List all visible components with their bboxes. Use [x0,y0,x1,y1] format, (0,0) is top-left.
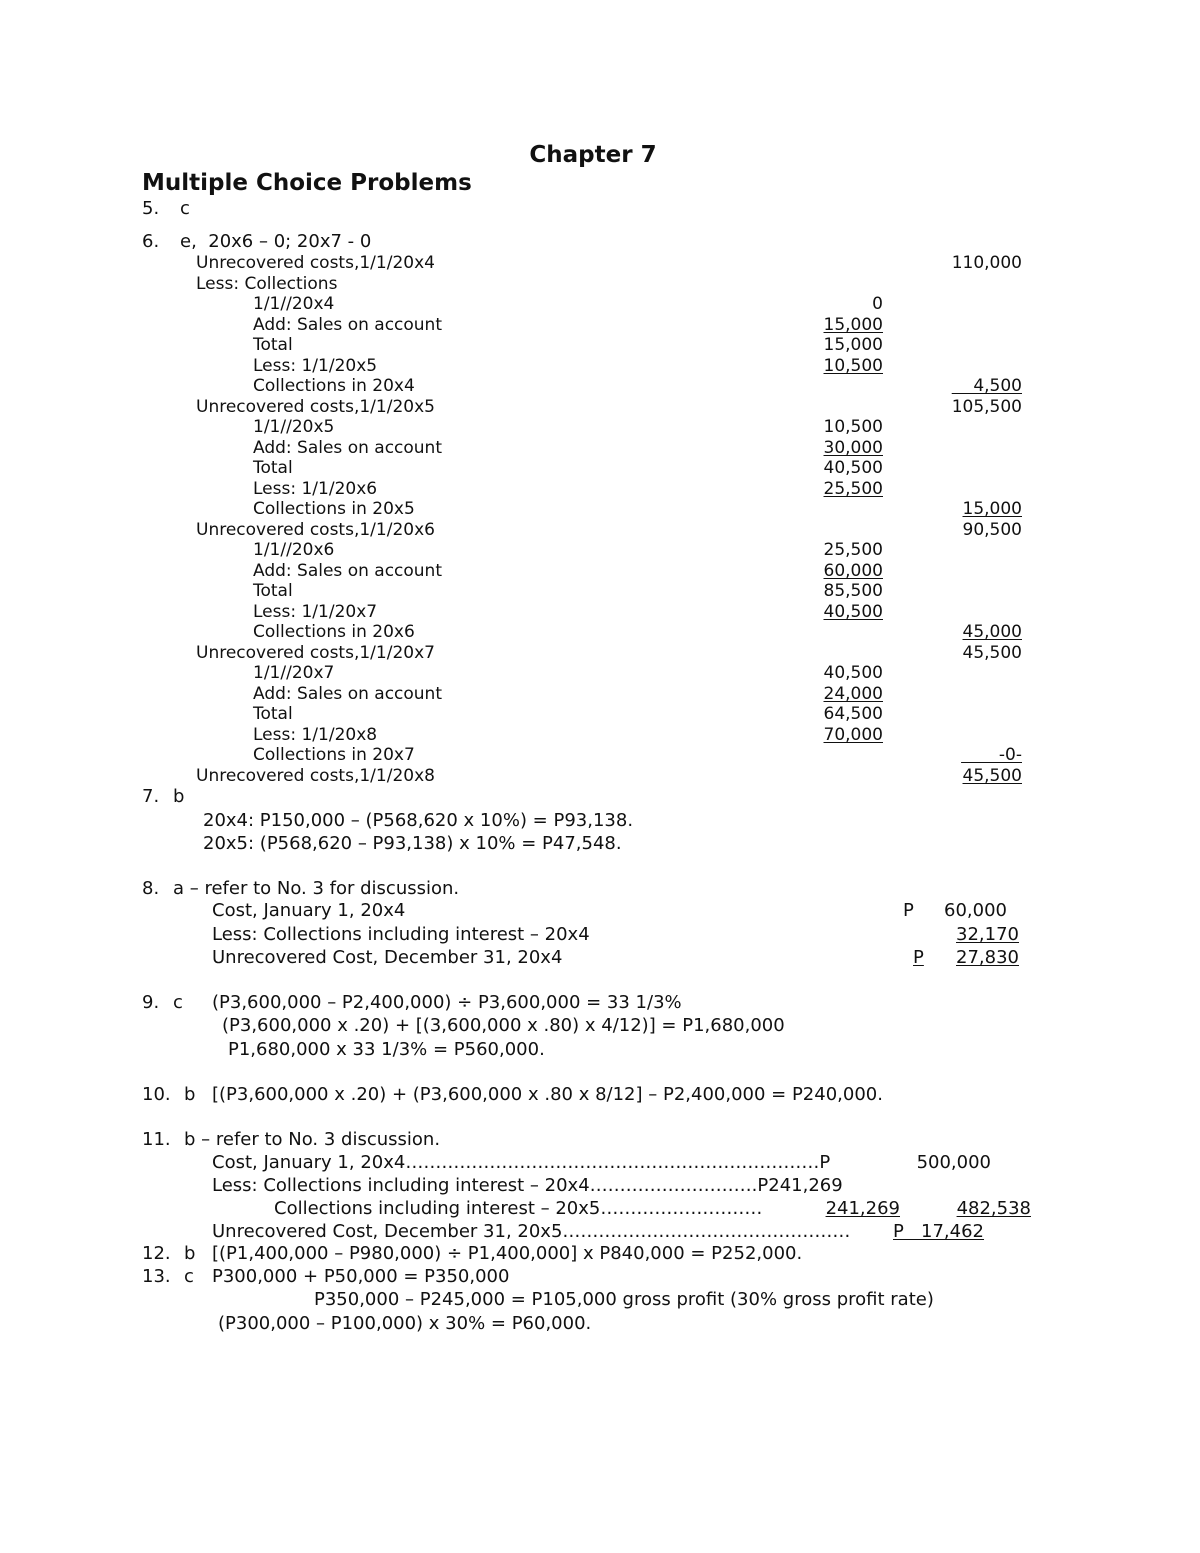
q7-line1: 20x4: P150,000 – (P568,620 x 10%) = P93,138. [203,810,634,831]
q5-number: 5. [142,198,160,219]
q9-line3: P1,680,000 x 33 1/3% = P560,000. [228,1039,545,1060]
q8-row3-currency: P [913,947,924,968]
q6-row-label: Unrecovered costs,1/1/20x6 [196,520,435,540]
q10-line1: [(P3,600,000 x .20) + (P3,600,000 x .80 x 8/12] – P2,400,000 = P240,000. [212,1084,883,1105]
q11-row3-amount1: 241,269 [825,1198,900,1219]
q13-line1: P300,000 + P50,000 = P350,000 [212,1266,510,1287]
q6-row-label: Total [253,704,293,724]
q6-row-amount-outer: 45,500 [962,766,1022,786]
q6-row-label: 1/1//20x5 [253,417,335,437]
q6-row-amount-inner: 15,000 [823,335,883,355]
q6-answer: e, 20x6 – 0; 20x7 - 0 [180,231,372,252]
section-title: Multiple Choice Problems [142,170,472,196]
q11-row4-amount: P 17,462 [893,1221,985,1242]
q8-row3-label: Unrecovered Cost, December 31, 20x4 [212,947,563,968]
q10-answer: b [184,1084,196,1105]
q6-row-amount-outer: 110,000 [951,253,1022,273]
q8-number: 8. [142,878,160,899]
q9-answer: c [173,992,183,1013]
q6-row-label: Unrecovered costs,1/1/20x5 [196,397,435,417]
q8-row1-label: Cost, January 1, 20x4 [212,900,406,921]
q6-row-label: Unrecovered costs,1/1/20x4 [196,253,435,273]
q6-row-amount-inner: 64,500 [823,704,883,724]
q6-row-label: Total [253,335,293,355]
q6-row-amount-inner: 70,000 [823,725,883,745]
q6-row-amount-inner: 60,000 [823,561,883,581]
q6-row-amount-inner: 10,500 [823,356,883,376]
q6-row-amount-outer: 15,000 [962,499,1022,519]
q6-row-label: Less: Collections [196,274,338,294]
q6-row-amount-inner: 25,500 [823,540,883,560]
q6-row-label: Add: Sales on account [253,438,443,458]
q6-row-amount-outer: 45,500 [962,643,1022,663]
q6-row-label: Less: 1/1/20x5 [253,356,378,376]
q13-line3: (P300,000 – P100,000) x 30% = P60,000. [218,1313,592,1334]
q8-row2-label: Less: Collections including interest – 20x4 [212,924,590,945]
q12-answer: b [184,1243,196,1264]
q12-line1: [(P1,400,000 – P980,000) ÷ P1,400,000] x P840,000 = P252,000. [212,1243,803,1264]
q6-row-amount-outer: 105,500 [951,397,1022,417]
q6-row-amount-outer: 90,500 [962,520,1022,540]
q6-row-amount-inner: 30,000 [823,438,883,458]
q13-answer: c [184,1266,194,1287]
q11-number: 11. [142,1129,171,1150]
q7-answer: b [173,786,185,807]
q6-row-amount-inner: 15,000 [823,315,883,335]
q11-row2-label: Less: Collections including interest – 20x4……………………….P241,269 [212,1175,843,1196]
q6-row-amount-inner: 10,500 [823,417,883,437]
q13-number: 13. [142,1266,171,1287]
q6-row-amount-inner: 85,500 [823,581,883,601]
q5-answer: c [180,198,190,219]
q11-row1-label: Cost, January 1, 20x4……………………………………………………………P [212,1152,831,1173]
q7-number: 7. [142,786,160,807]
page-title: Chapter 7 [529,142,657,168]
q8-row1-amount: 60,000 [944,900,1007,921]
q6-row-label: Less: 1/1/20x6 [253,479,378,499]
q10-number: 10. [142,1084,171,1105]
q6-row-amount-inner: 0 [872,294,883,314]
q6-row-label: 1/1//20x6 [253,540,335,560]
q6-row-label: Add: Sales on account [253,561,443,581]
q6-number: 6. [142,231,160,252]
q12-number: 12. [142,1243,171,1264]
q6-row-amount-inner: 25,500 [823,479,883,499]
q13-line2: P350,000 – P245,000 = P105,000 gross profit (30% gross profit rate) [314,1289,934,1310]
q6-row-label: Collections in 20x4 [253,376,415,396]
q6-row-label: Add: Sales on account [253,315,443,335]
q6-row-label: Less: 1/1/20x8 [253,725,378,745]
q6-row-label: 1/1//20x4 [253,294,335,314]
q6-row-amount-inner: 40,500 [823,663,883,683]
q6-row-label: Less: 1/1/20x7 [253,602,378,622]
q9-line2: (P3,600,000 x .20) + [(3,600,000 x .80) x 4/12)] = P1,680,000 [222,1015,785,1036]
q6-row-label: Add: Sales on account [253,684,443,704]
q6-row-label: 1/1//20x7 [253,663,335,683]
q8-answer: a – refer to No. 3 for discussion. [173,878,460,899]
q8-row1-currency: P [903,900,914,921]
q11-row1-amount: 500,000 [916,1152,991,1173]
q9-number: 9. [142,992,160,1013]
q6-row-label: Collections in 20x6 [253,622,415,642]
q11-row3-amount2: 482,538 [956,1198,1031,1219]
q8-row2-amount: 32,170 [956,924,1019,945]
q6-row-amount-outer: 45,000 [962,622,1022,642]
q6-row-amount-outer: 4,500 [951,376,1022,396]
q6-row-amount-inner: 24,000 [823,684,883,704]
q6-row-amount-inner: 40,500 [823,602,883,622]
q6-row-label: Total [253,581,293,601]
q8-row3-amount: 27,830 [956,947,1019,968]
q6-row-label: Collections in 20x7 [253,745,415,765]
q7-line2: 20x5: (P568,620 – P93,138) x 10% = P47,548. [203,833,622,854]
q6-row-label: Unrecovered costs,1/1/20x7 [196,643,435,663]
q6-row-label: Total [253,458,293,478]
q9-line1: (P3,600,000 – P2,400,000) ÷ P3,600,000 = 33 1/3% [212,992,682,1013]
q6-row-label: Collections in 20x5 [253,499,415,519]
q11-answer: b – refer to No. 3 discussion. [184,1129,441,1150]
q6-row-amount-outer: -0- [961,745,1022,765]
q6-row-amount-inner: 40,500 [823,458,883,478]
q11-row3-label: Collections including interest – 20x5……………………… [274,1198,763,1219]
q11-row4-label: Unrecovered Cost, December 31, 20x5………………………………………… [212,1221,851,1242]
q6-row-label: Unrecovered costs,1/1/20x8 [196,766,435,786]
